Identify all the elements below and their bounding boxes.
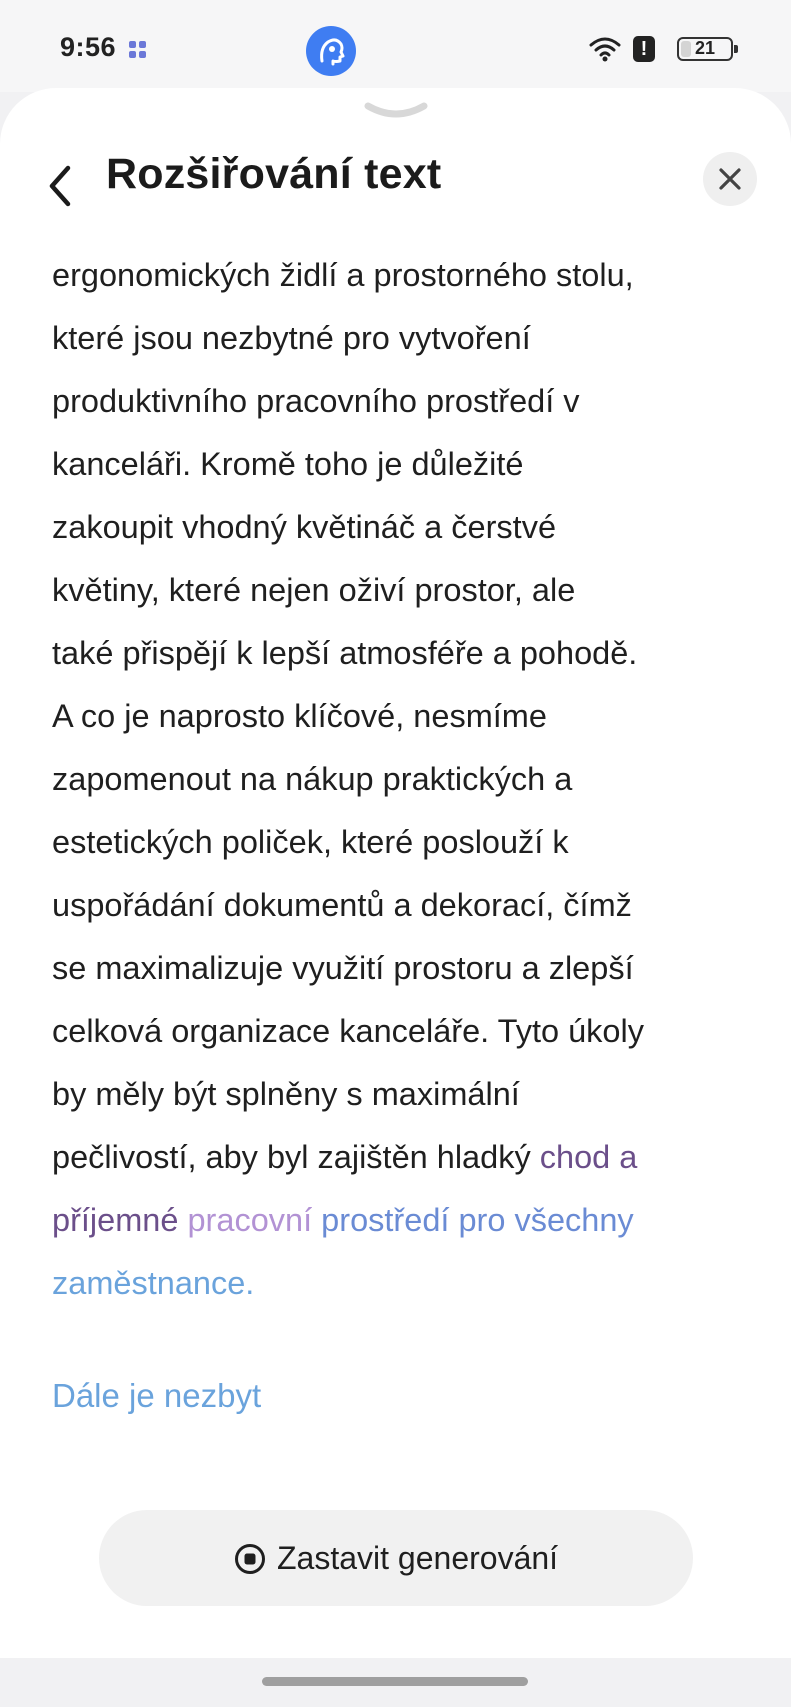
text-line: zapomenout na nákup praktických a	[52, 761, 573, 797]
generating-text-span: chod a	[539, 1139, 638, 1175]
page-title: Rozšiřování text	[106, 150, 442, 198]
close-button[interactable]	[703, 152, 757, 206]
text-line: A co je naprosto klíčové, nesmíme	[52, 698, 547, 734]
streaming-paragraph: Dále je nezbyt	[52, 1377, 262, 1414]
assistant-icon[interactable]	[306, 26, 356, 76]
battery-icon	[677, 37, 733, 61]
alert-icon: !	[633, 36, 655, 62]
generated-text	[52, 244, 752, 1449]
chevron-left-icon	[40, 156, 86, 216]
text-line: kanceláři. Kromě toho je důležité	[52, 446, 524, 482]
text-line: celková organizace kanceláře. Tyto úkoly	[52, 1013, 644, 1049]
app-grid-icon	[129, 41, 147, 59]
text-line: ergonomických židlí a prostorného stolu,	[52, 257, 634, 293]
text-line: estetických poliček, které poslouží k	[52, 824, 569, 860]
text-line: zakoupit vhodný květináč a čerstvé	[52, 509, 557, 545]
drag-handle-icon[interactable]	[364, 102, 428, 124]
generating-text-span: prostředí pro všechny	[321, 1202, 634, 1238]
text-line	[52, 1126, 637, 1189]
text-line: také přispějí k lepší atmosféře a pohodě.	[52, 635, 638, 671]
text-line: květiny, které nejen oživí prostor, ale	[52, 572, 576, 608]
stop-generating-button[interactable]	[99, 1510, 693, 1606]
back-button[interactable]	[40, 156, 86, 216]
text-span: pečlivostí, aby byl zajištěn hladký	[52, 1139, 540, 1175]
close-icon	[718, 167, 742, 191]
status-bar	[0, 0, 791, 92]
generating-text-line: zaměstnance.	[52, 1265, 255, 1301]
stop-generating-label: Zastavit generování	[277, 1540, 559, 1576]
status-time: 9:56	[60, 32, 117, 62]
bottom-sheet	[0, 88, 791, 1658]
text-line: se maximalizuje využití prostoru a zlepší	[52, 950, 634, 986]
text-line: které jsou nezbytné pro vytvoření	[52, 320, 531, 356]
home-indicator[interactable]	[262, 1677, 528, 1686]
status-right	[563, 34, 733, 64]
stop-circle-icon	[234, 1543, 266, 1575]
generating-text-span: příjemné	[52, 1202, 188, 1238]
text-line	[52, 1189, 634, 1252]
wifi-icon	[589, 36, 621, 62]
generating-text-span: pracovní	[187, 1202, 322, 1238]
battery-level: 21	[694, 38, 716, 58]
text-line: produktivního pracovního prostředí v	[52, 383, 580, 419]
text-line: by měly být splněny s maximální	[52, 1076, 520, 1112]
text-line: uspořádání dokumentů a dekorací, čímž	[52, 887, 632, 923]
